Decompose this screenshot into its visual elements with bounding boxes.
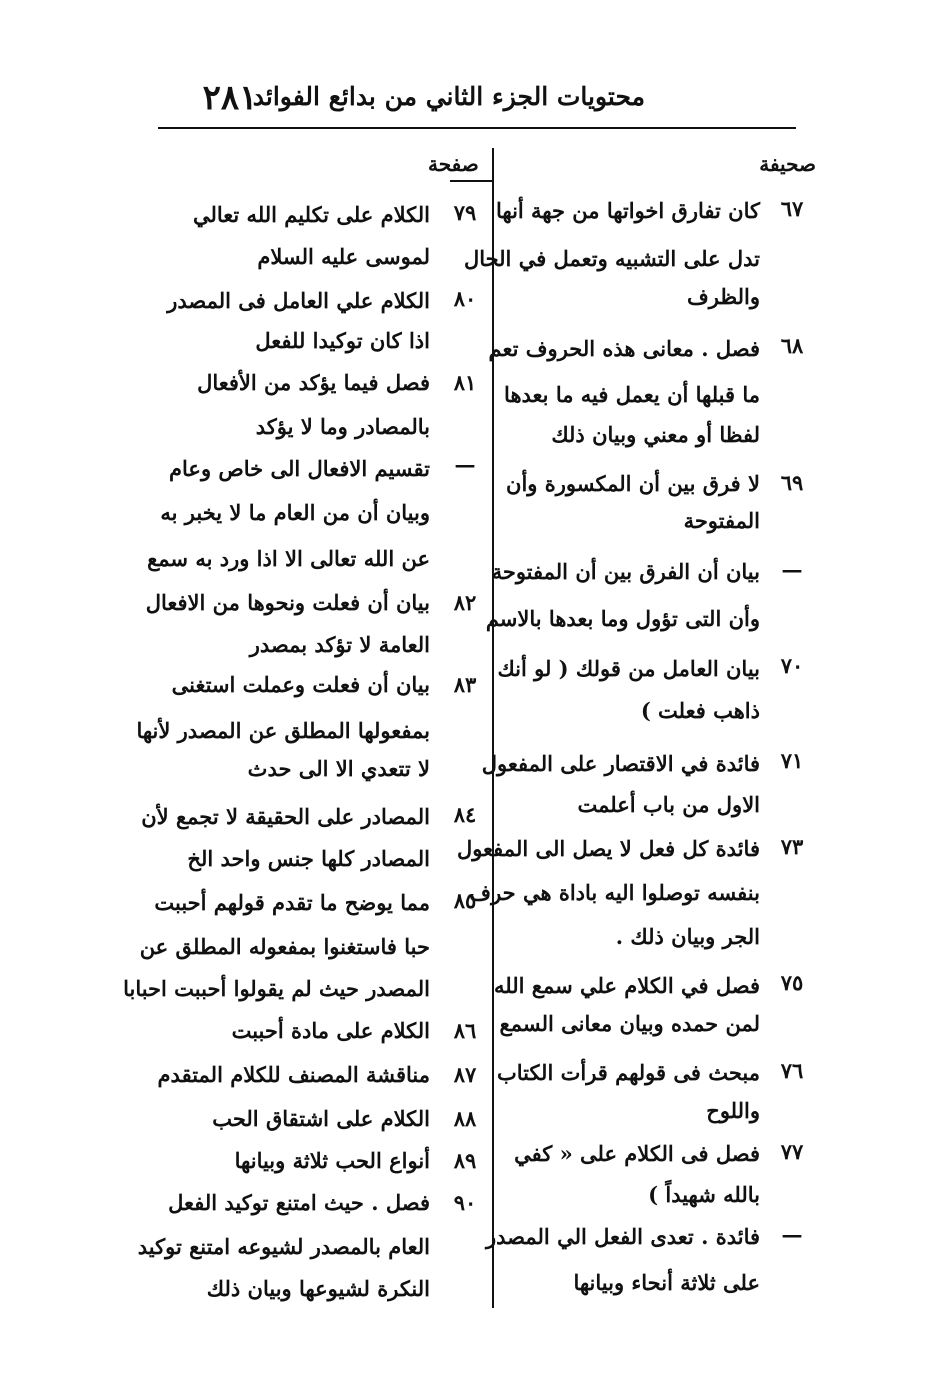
entry-page: — xyxy=(781,557,803,582)
entry-line: الكلام على تكليم الله تعالي xyxy=(192,202,430,227)
entry-line: العامة لا تؤكد بمصدر xyxy=(249,632,430,657)
entry-line: بالله شهيداً ) xyxy=(648,1182,760,1207)
entry-line: فصل . حيث امتنع توكيد الفعل xyxy=(168,1190,430,1215)
entry-page: ٨٣ xyxy=(453,672,477,697)
entry-line: فصل فيما يؤكد من الأفعال xyxy=(197,370,430,395)
entry-line: أنواع الحب ثلاثة وبيانها xyxy=(234,1148,430,1173)
entry-line: الكلام على اشتقاق الحب xyxy=(212,1106,430,1131)
entry-page: — xyxy=(781,1222,803,1247)
entry-line: العام بالمصدر لشيوعه امتنع توكيد xyxy=(137,1234,430,1259)
page-number: ٢٨١ xyxy=(202,78,258,118)
entry-page: ٧٣ xyxy=(780,834,804,859)
entry-line: فصل في الكلام علي سمع الله xyxy=(494,973,760,998)
entry-line: بيان أن فعلت وعملت استغنى xyxy=(171,672,430,697)
entry-line: فصل فى الكلام على « كفي xyxy=(514,1141,760,1166)
entry-line: فائدة . تعدى الفعل الي المصدر xyxy=(486,1224,760,1249)
header-rule xyxy=(158,127,796,129)
entry-page: ٧٥ xyxy=(780,970,804,995)
entry-line: لموسى عليه السلام xyxy=(257,244,430,269)
entry-line: الكلام على مادة أحببت xyxy=(231,1018,430,1043)
left-column-heading: صفحة xyxy=(428,152,479,176)
entry-line: لا فرق بين أن المكسورة وأن xyxy=(506,471,760,496)
entry-line: لفظا أو معني وبيان ذلك xyxy=(551,422,760,447)
right-column-heading: صحيفة xyxy=(759,152,816,176)
entry-line: المصدر حيث لم يقولوا أحببت احبابا xyxy=(123,976,430,1001)
entry-line: فائدة كل فعل لا يصل الى المفعول xyxy=(456,836,760,861)
entry-line: وأن التى تؤول وما بعدها بالاسم xyxy=(485,606,760,631)
entry-page: ٨٩ xyxy=(453,1148,477,1173)
entry-page: — xyxy=(454,452,476,477)
entry-line: الاول من باب أعلمت xyxy=(577,792,760,817)
entry-line: ذاهب فعلت ) xyxy=(640,698,760,723)
entry-line: اذا كان توكيدا للفعل xyxy=(255,328,430,353)
entry-page: ٧٧ xyxy=(780,1139,804,1164)
entry-line: بمفعولها المطلق عن المصدر لأنها xyxy=(136,718,430,743)
entry-line: المصادر على الحقيقة لا تجمع لأن xyxy=(141,804,430,829)
entry-page: ٧٦ xyxy=(780,1058,804,1083)
entry-line: وبيان أن من العام ما لا يخبر به xyxy=(160,500,430,525)
entry-line: والظرف xyxy=(687,284,760,309)
entry-line: واللوح xyxy=(706,1098,760,1123)
entry-line: بيان أن الفرق بين أن المفتوحة xyxy=(491,559,760,584)
entry-page: ٨١ xyxy=(453,370,477,395)
entry-line: على ثلاثة أنحاء وبيانها xyxy=(573,1270,760,1295)
entry-line: الجر وبيان ذلك . xyxy=(615,924,760,949)
entry-line: الكلام علي العامل فى المصدر xyxy=(167,288,430,313)
entry-page: ٨٠ xyxy=(453,286,477,311)
entry-line: لا تتعدي الا الى حدث xyxy=(247,756,430,781)
entry-line: تقسيم الافعال الى خاص وعام xyxy=(169,456,430,481)
entry-page: ٧٩ xyxy=(453,200,477,225)
entry-page: ٨٢ xyxy=(453,590,477,615)
entry-line: مناقشة المصنف للكلام المتقدم xyxy=(157,1062,430,1087)
entry-page: ٩٠ xyxy=(453,1190,477,1215)
left-heading-rule xyxy=(450,180,494,182)
entry-line: ما قبلها أن يعمل فيه ما بعدها xyxy=(504,382,760,407)
entry-page: ٦٧ xyxy=(780,196,804,221)
entry-page: ٧١ xyxy=(780,748,804,773)
entry-page: ٨٥ xyxy=(453,888,477,913)
entry-page: ٨٧ xyxy=(453,1062,477,1087)
entry-line: بيان أن فعلت ونحوها من الافعال xyxy=(145,590,430,615)
entry-line: فصل . معانى هذه الحروف تعم xyxy=(488,336,760,361)
entry-line: تدل على التشبيه وتعمل في الحال xyxy=(463,246,760,271)
entry-line: المفتوحة xyxy=(683,508,760,533)
entry-page: ٦٩ xyxy=(780,470,804,495)
entry-line: عن الله تعالى الا اذا ورد به سمع xyxy=(147,546,430,571)
entry-page: ٧٠ xyxy=(780,653,804,678)
entry-line: مبحث فى قولهم قرأت الكتاب xyxy=(496,1060,760,1085)
entry-line: حبا فاستغنوا بمفعوله المطلق عن xyxy=(139,934,430,959)
entry-line: المصادر كلها جنس واحد الخ xyxy=(187,846,430,871)
running-header-title: محتويات الجزء الثاني من بدائع الفوائد xyxy=(252,82,645,111)
entry-line: فائدة في الاقتصار على المفعول xyxy=(481,751,760,776)
entry-line: النكرة لشيوعها وبيان ذلك xyxy=(206,1276,430,1301)
entry-line: كان تفارق اخواتها من جهة أنها xyxy=(495,198,760,223)
entry-page: ٨٦ xyxy=(453,1018,477,1043)
entry-page: ٨٤ xyxy=(453,802,477,827)
entry-line: مما يوضح ما تقدم قولهم أحببت xyxy=(154,890,430,915)
entry-page: ٦٨ xyxy=(780,333,804,358)
entry-line: لمن حمده وبيان معانى السمع xyxy=(499,1011,760,1036)
entry-line: بنفسه توصلوا اليه باداة هي حرف xyxy=(469,880,760,905)
entry-page: ٨٨ xyxy=(453,1106,477,1131)
entry-line: بالمصادر وما لا يؤكد xyxy=(255,414,430,439)
entry-line: بيان العامل من قولك ( لو أنك xyxy=(497,656,760,681)
